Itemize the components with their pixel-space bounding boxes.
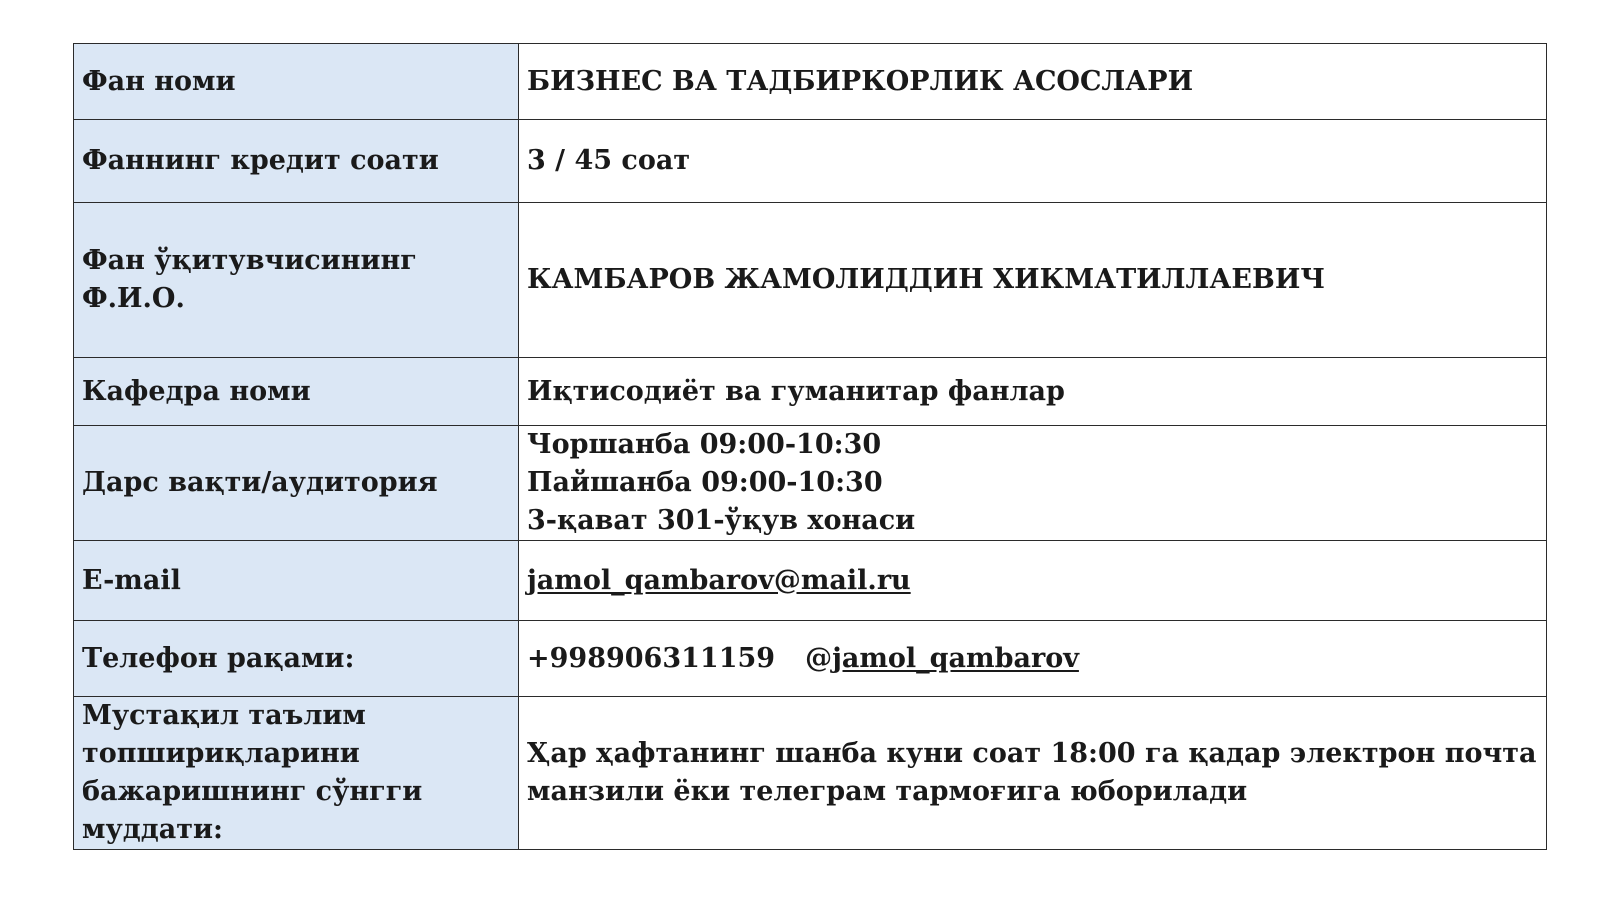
schedule-line-1: Чоршанба 09:00-10:30 [527, 429, 882, 460]
phone-cell [519, 621, 1547, 697]
deadline-label-line-4: муддати: [82, 814, 223, 845]
deadline-value-line-2: манзили ёки телеграм тармоғига юборилади [527, 776, 1248, 807]
phone-number: +998906311159 [527, 642, 776, 674]
telegram-handle[interactable]: @jamol_qambarov [805, 642, 1079, 674]
credit-hours-label: Фаннинг кредит соати [74, 120, 519, 203]
deadline-value [519, 697, 1547, 850]
table-row-subject-name [74, 44, 1547, 120]
table-row-schedule [74, 426, 1547, 541]
schedule-line-2: Пайшанба 09:00-10:30 [527, 467, 883, 498]
teacher-label-line-2: Ф.И.О. [82, 283, 185, 314]
table-row-credit-hours [74, 120, 1547, 203]
phone-label: Телефон рақами: [74, 621, 519, 697]
course-info-table [73, 43, 1547, 850]
schedule-label: Дарс вақти/аудитория [74, 426, 519, 541]
subject-name-label: Фан номи [74, 44, 519, 120]
email-cell [519, 541, 1547, 621]
table-row-department [74, 358, 1547, 426]
table-row-email [74, 541, 1547, 621]
teacher-label-line-1: Фан ўқитувчисининг [82, 245, 417, 276]
credit-hours-value: 3 / 45 соат [519, 120, 1547, 203]
teacher-label [74, 203, 519, 358]
table-row-teacher [74, 203, 1547, 358]
deadline-label-line-1: Мустақил таълим [82, 700, 366, 731]
department-label: Кафедра номи [74, 358, 519, 426]
deadline-label-line-2: топшириқларини [82, 738, 360, 769]
teacher-name-value: КАМБАРОВ ЖАМОЛИДДИН ХИКМАТИЛЛАЕВИЧ [519, 203, 1547, 358]
table-row-phone [74, 621, 1547, 697]
telegram-handle-link[interactable]: jamol_qambarov [832, 642, 1079, 674]
email-label: E-mail [74, 541, 519, 621]
email-link[interactable]: jamol_qambarov@mail.ru [527, 564, 911, 596]
department-value: Иқтисодиёт ва гуманитар фанлар [519, 358, 1547, 426]
subject-name-value: БИЗНЕС ВА ТАДБИРКОРЛИК АСОСЛАРИ [519, 44, 1547, 120]
deadline-value-line-1: Ҳар ҳафтанинг шанба куни соат 18:00 га қадар электрон почта [527, 738, 1537, 769]
schedule-line-3: 3-қават 301-ўқув хонаси [527, 505, 916, 536]
table-row-deadline [74, 697, 1547, 850]
deadline-label-line-3: бажаришнинг сўнгги [82, 776, 423, 807]
deadline-label [74, 697, 519, 850]
schedule-value [519, 426, 1547, 541]
